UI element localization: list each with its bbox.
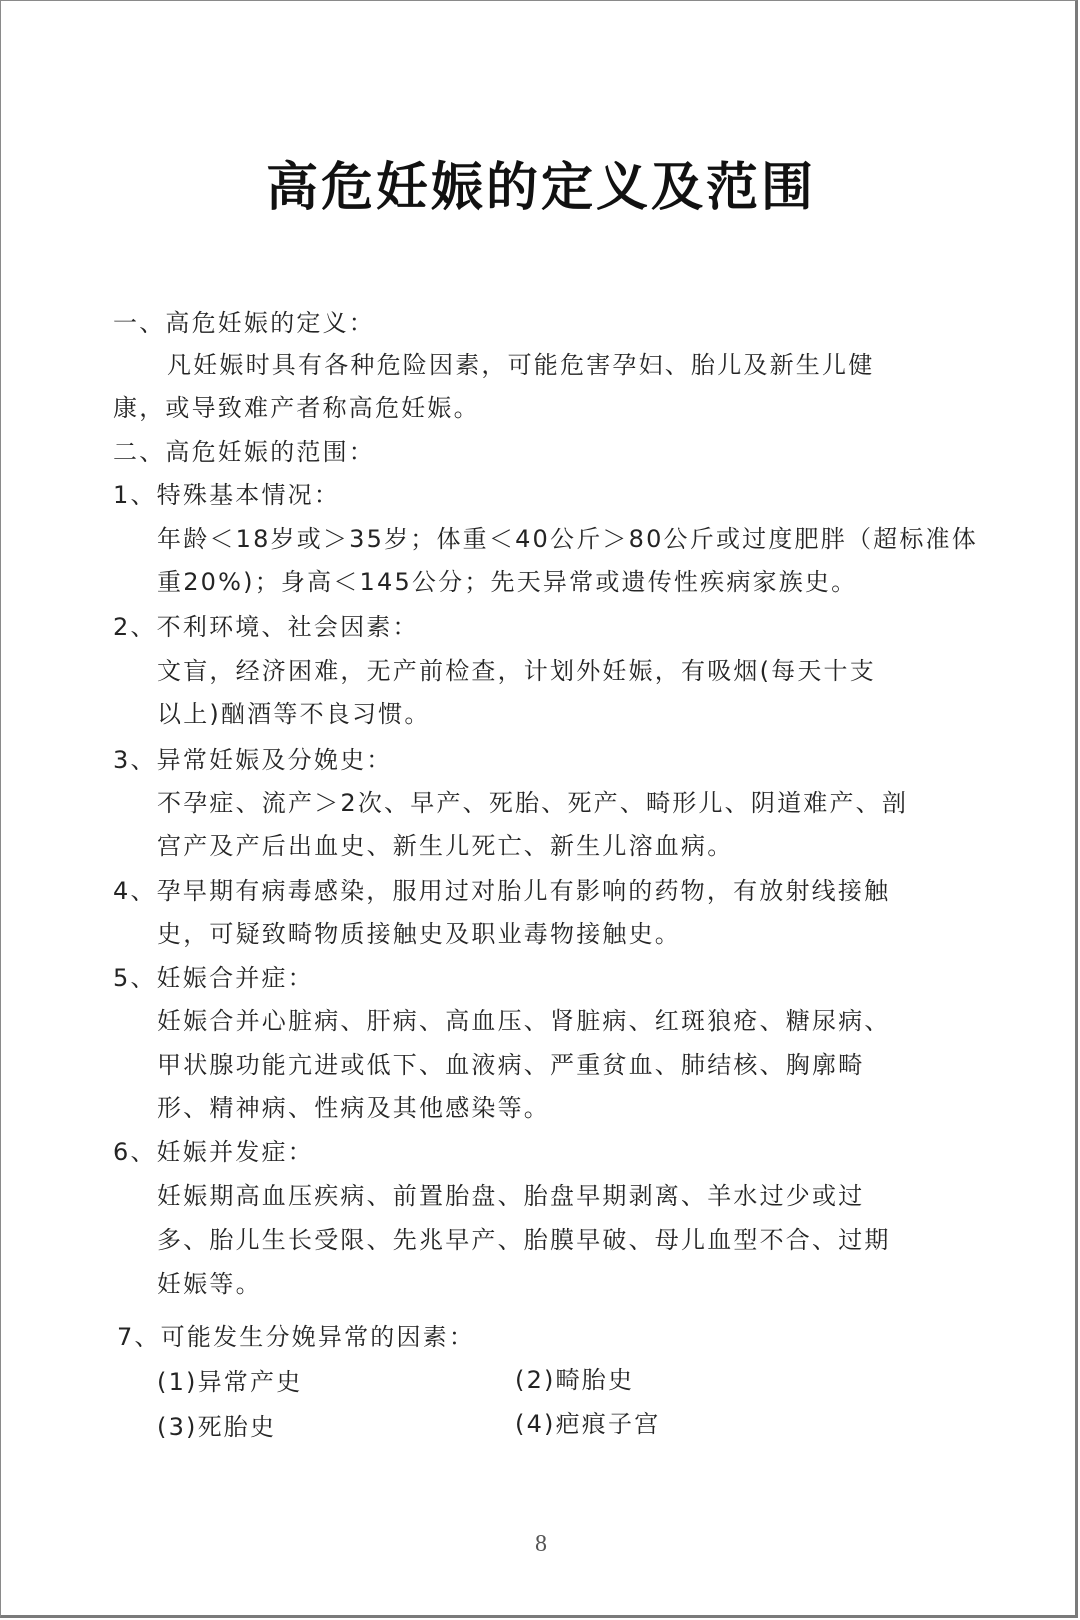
item-text-line: 甲状腺功能亢进或低下、血液病、严重贫血、肺结核、胸廓畸 — [157, 1051, 865, 1079]
item-heading: 7、可能发生分娩异常的因素： — [117, 1323, 476, 1351]
item-text-line: 多、胎儿生长受限、先兆早产、胎膜早破、母儿血型不合、过期 — [157, 1226, 891, 1254]
item-heading: 6、妊娠并发症： — [113, 1138, 314, 1166]
item-heading: 1、特殊基本情况： — [113, 481, 341, 509]
page-title: 高危妊娠的定义及范围 — [265, 158, 816, 218]
item-heading: 4、孕早期有病毒感染，服用过对胎儿有影响的药物，有放射线接触 — [113, 877, 891, 905]
sub-item: (1)异常产史 — [157, 1368, 303, 1396]
section-heading-scope: 二、高危妊娠的范围： — [113, 438, 375, 466]
item-text-line: 宫产及产后出血史、新生儿死亡、新生儿溶血病。 — [157, 832, 734, 860]
item-heading: 3、异常妊娠及分娩史： — [113, 746, 393, 774]
item-text-line: 文盲，经济困难，无产前检查，计划外妊娠，有吸烟(每天十支 — [157, 657, 876, 685]
item-text-line: 妊娠合并心脏病、肝病、高血压、肾脏病、红斑狼疮、糖尿病、 — [157, 1007, 891, 1035]
item-text-line: 史，可疑致畸物质接触史及职业毒物接触史。 — [157, 920, 681, 948]
item-text-line: 形、精神病、性病及其他感染等。 — [157, 1094, 550, 1122]
definition-text-line: 凡妊娠时具有各种危险因素，可能危害孕妇、胎儿及新生儿健 — [167, 351, 875, 379]
section-heading-definition: 一、高危妊娠的定义： — [113, 309, 375, 337]
item-heading: 2、不利环境、社会因素： — [113, 613, 419, 641]
item-text-line: 妊娠期高血压疾病、前置胎盘、胎盘早期剥离、羊水过少或过 — [157, 1182, 865, 1210]
item-text-line: 以上)酗酒等不良习惯。 — [157, 700, 431, 728]
sub-item: (4)疤痕子宫 — [515, 1410, 661, 1438]
item-text-line: 不孕症、流产＞2次、早产、死胎、死产、畸形儿、阴道难产、剖 — [157, 789, 909, 817]
sub-item: (2)畸胎史 — [515, 1366, 635, 1394]
item-text-line: 妊娠等。 — [157, 1270, 262, 1298]
page-number: 8 — [535, 1531, 547, 1557]
item-text-line: 年龄＜18岁或＞35岁；体重＜40公斤＞80公斤或过度肥胖（超标准体 — [157, 525, 978, 553]
item-text-line: 重20%)；身高＜145公分；先天异常或遗传性疾病家族史。 — [157, 568, 858, 596]
item-heading: 5、妊娠合并症： — [113, 964, 314, 992]
sub-item: (3)死胎史 — [157, 1413, 277, 1441]
definition-text-line: 康，或导致难产者称高危妊娠。 — [113, 394, 480, 422]
